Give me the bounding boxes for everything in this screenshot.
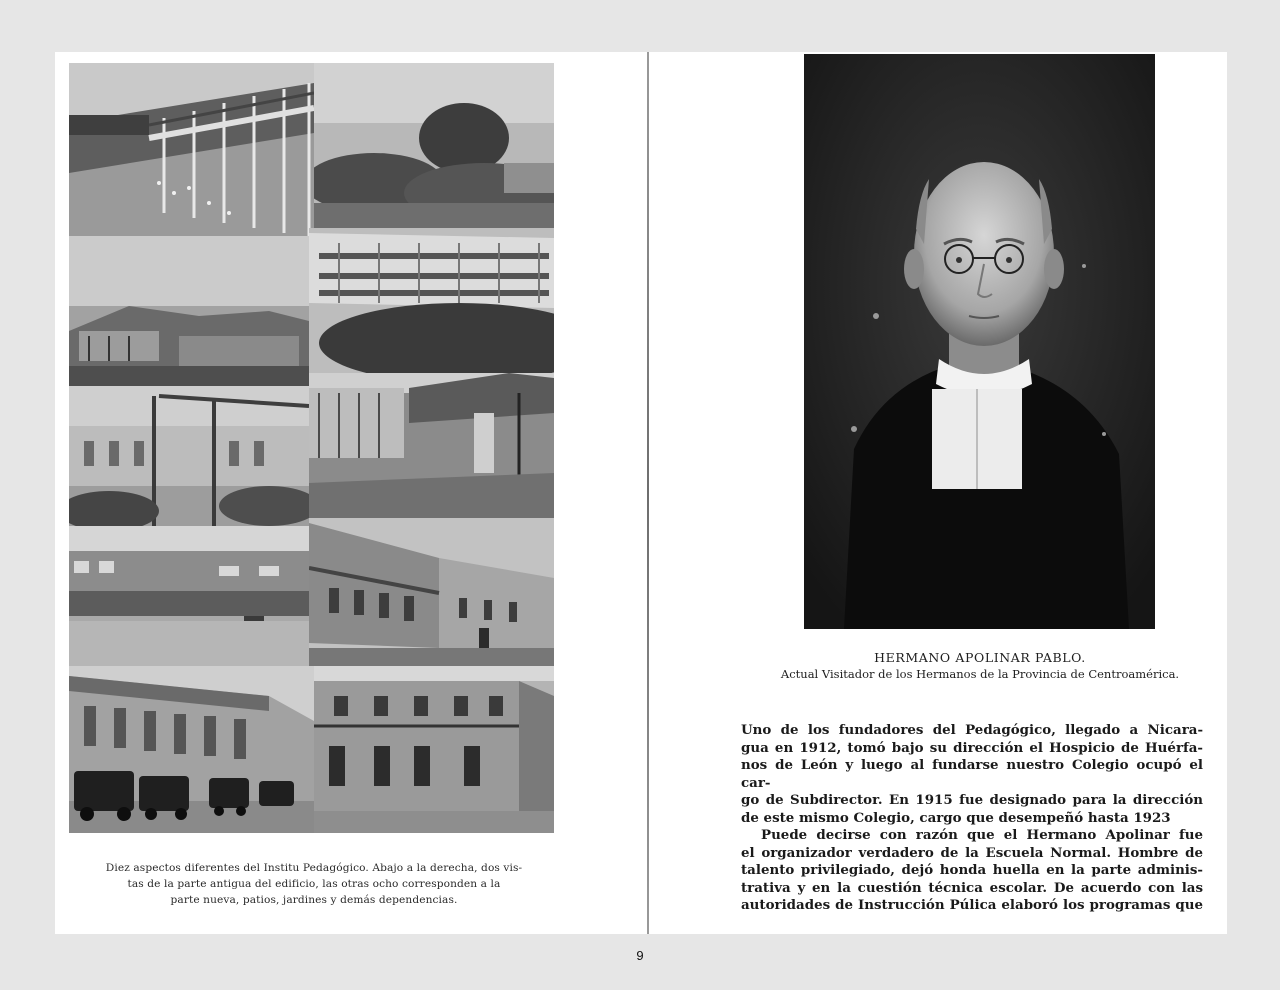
- portrait-photo: [804, 54, 1155, 629]
- caption-line: tas de la parte antigua del edificio, las otras ocho corresponden a la: [127, 878, 501, 890]
- page-number: 9: [636, 948, 644, 963]
- text-line: autoridades de Instrucción Púlica elaboró los programas que: [741, 897, 1203, 913]
- portrait-name: HERMANO APOLINAR PABLO.: [874, 650, 1086, 665]
- caption-line: Diez aspectos diferentes del Institu Pedagógico. Abajo a la derecha, dos vis-: [105, 862, 523, 874]
- photo-garden-trees: [314, 63, 554, 228]
- text-line: Puede decirse con razón que el Hermano Apolinar fue: [761, 827, 1203, 843]
- page-gutter: [647, 52, 649, 934]
- photo-collage: [69, 63, 554, 833]
- text-line: Uno de los fundadores del Pedagógico, llegado a Nicara-: [741, 722, 1203, 738]
- book-spread: [55, 52, 1227, 934]
- caption-line: parte nueva, patios, jardines y demás dependencias.: [170, 894, 458, 906]
- photo-multistory-wing: [309, 228, 554, 373]
- photo-old-building-facade: [314, 666, 554, 833]
- photo-garden-walkway: [309, 373, 554, 518]
- text-line: nos de León y luego al fundarse nuestro Colegio ocupó el car-: [741, 757, 1203, 791]
- text-line: trativa y en la cuestión técnica escolar. De acuerdo con las: [741, 879, 1203, 896]
- photo-rooftops-overview: [69, 236, 309, 386]
- portrait-subtitle: Actual Visitador de los Hermanos de la Provincia de Centroamérica.: [780, 667, 1180, 681]
- text-line: gua en 1912, tomó bajo su dirección el Hospicio de Huérfa-: [741, 739, 1203, 756]
- text-line: talento privilegiado, dejó honda huella en la parte adminis-: [741, 862, 1203, 878]
- photo-patio-pergola: [69, 386, 309, 526]
- text-line: de este mismo Colegio, cargo que desempeñó hasta 1923: [741, 809, 1171, 826]
- collage-caption: [75, 860, 553, 908]
- text-line: el organizador verdadero de la Escuela Normal. Hombre de: [741, 844, 1203, 861]
- biography-text: [741, 722, 1203, 915]
- photo-street-corner-old-building: [309, 518, 554, 666]
- photo-building-yard: [69, 526, 309, 666]
- text-line: go de Subdirector. En 1915 fue designado para la dirección: [741, 792, 1203, 808]
- photo-street-with-cars: [69, 666, 314, 833]
- photo-courtyard-colonnade: [69, 63, 314, 236]
